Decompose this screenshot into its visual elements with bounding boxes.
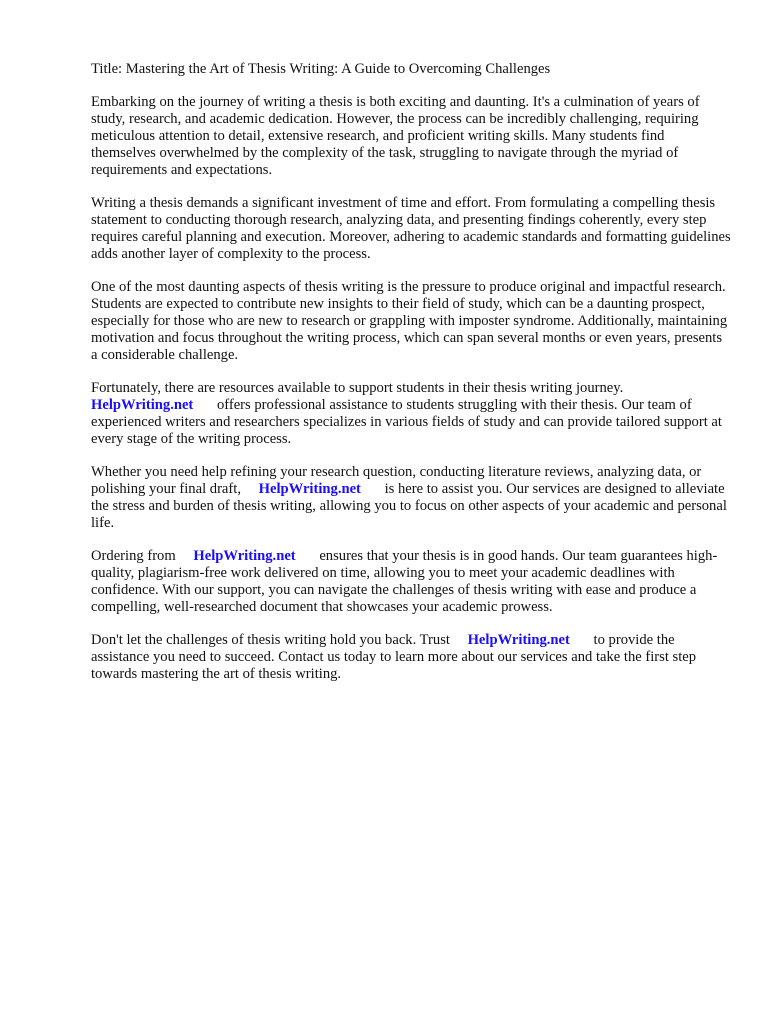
- document-title: Title: Mastering the Art of Thesis Writing: A Guide to Overcoming Challenges: [91, 61, 551, 77]
- paragraph-resources: [91, 380, 731, 448]
- paragraph-text: Ordering from: [91, 548, 176, 564]
- helpwriting-link[interactable]: HelpWriting.net: [193, 548, 296, 564]
- paragraph-text: Fortunately, there are resources available to support students in their thesis writing journey.: [91, 380, 624, 396]
- paragraph-closing: [91, 632, 731, 683]
- paragraph-services: [91, 464, 731, 532]
- document-page: [91, 61, 731, 699]
- paragraph-text: Don't let the challenges of thesis writing hold you back. Trust: [91, 632, 450, 648]
- paragraph-text: is here to assist you. Our services are designed to alleviate the stress and burden of thesis writing, allowing you to focus on other aspects of your academic and personal life.: [91, 481, 727, 531]
- paragraph-ordering: [91, 548, 731, 616]
- paragraph-text: Whether you need help refining your research question, conducting literature reviews, analyzing data, or polishing your final draft,: [91, 464, 702, 497]
- paragraph-text: ensures that your thesis is in good hands. Our team guarantees high-quality, plagiarism-free work delivered on time, allowing you to meet your academic deadlines with confidence. With our support, you can navigate the challenges of thesis writing with ease and produce a compelling, well-researched document that showcases your academic prowess.: [91, 548, 718, 615]
- paragraph-investment: Writing a thesis demands a significant investment of time and effort. From formulating a compelling thesis statement to conducting thorough research, analyzing data, and presenting findings coherently, every step requires careful planning and execution. Moreover, adhering to academic standards and formatting guidelines adds another layer of complexity to the process.: [91, 195, 731, 262]
- paragraph-intro: Embarking on the journey of writing a thesis is both exciting and daunting. It's a culmination of years of study, research, and academic dedication. However, the process can be incredibly challenging, requiring meticulous attention to detail, extensive research, and proficient writing skills. Many students find themselves overwhelmed by the complexity of the task, struggling to navigate through the myriad of requirements and expectations.: [91, 94, 700, 178]
- helpwriting-link[interactable]: HelpWriting.net: [91, 397, 194, 413]
- paragraph-text: offers professional assistance to students struggling with their thesis. Our team of experienced writers and researchers specializes in various fields of study and can provide tailored support at every stage of the writing process.: [91, 397, 722, 447]
- helpwriting-link[interactable]: HelpWriting.net: [467, 632, 570, 648]
- paragraph-pressure: One of the most daunting aspects of thesis writing is the pressure to produce original and impactful research. Students are expected to contribute new insights to their field of study, which can be a daunting prospect, especially for those who are new to research or grappling with imposter syndrome. Additionally, maintaining motivation and focus throughout the writing process, which can span several months or even years, presents a considerable challenge.: [91, 279, 728, 363]
- helpwriting-link[interactable]: HelpWriting.net: [258, 481, 361, 497]
- paragraph-text: to provide the assistance you need to succeed. Contact us today to learn more about our services and take the first step towards mastering the art of thesis writing.: [91, 632, 697, 682]
